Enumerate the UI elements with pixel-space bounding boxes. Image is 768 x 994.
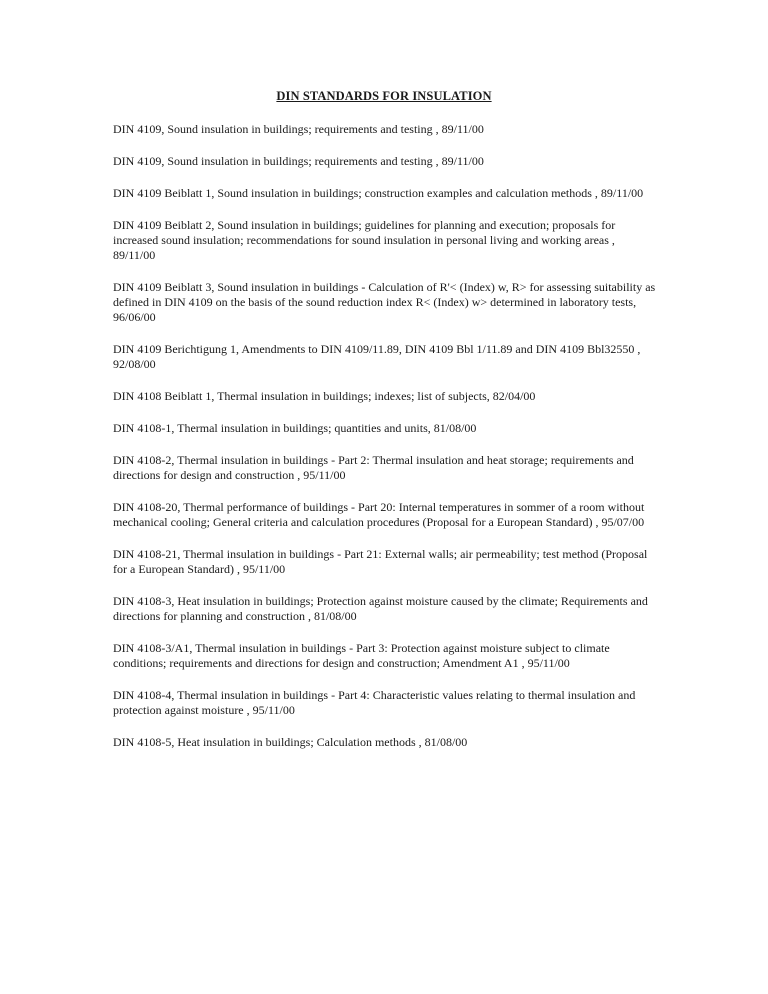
standard-entry: DIN 4109, Sound insulation in buildings; requirements and testing , 89/11/00 [113,154,484,168]
document-title: DIN STANDARDS FOR INSULATION [276,89,492,103]
standard-entry: DIN 4108 Beiblatt 1, Thermal insulation in buildings; indexes; list of subjects, 82/04/00 [113,389,536,403]
standards-list [113,122,658,767]
standard-entry: DIN 4109 Berichtigung 1, Amendments to DIN 4109/11.89, DIN 4109 Bbl 1/11.89 and DIN 4109 Bbl32550 , 92/08/00 [113,342,641,371]
standard-entry: DIN 4108-3/A1, Thermal insulation in buildings - Part 3: Protection against moisture subject to climate conditions; requirements and directions for design and construction; Amendment A1 , 95/11/00 [113,641,610,670]
standard-entry: DIN 4109 Beiblatt 2, Sound insulation in buildings; guidelines for planning and execution; proposals for increased sound insulation; recommendations for sound insulation in personal living and working areas , 89/11/00 [113,218,616,262]
standard-entry: DIN 4108-5, Heat insulation in buildings; Calculation methods , 81/08/00 [113,735,468,749]
standard-entry: DIN 4108-2, Thermal insulation in buildings - Part 2: Thermal insulation and heat storage; requirements and directions for design and construction , 95/11/00 [113,453,634,482]
standard-entry: DIN 4108-21, Thermal insulation in buildings - Part 21: External walls; air permeability; test method (Proposal for a European Standard) , 95/11/00 [113,547,648,576]
standard-entry: DIN 4108-3, Heat insulation in buildings; Protection against moisture caused by the climate; Requirements and directions for planning and construction , 81/08/00 [113,594,648,623]
standard-entry: DIN 4108-1, Thermal insulation in buildings; quantities and units, 81/08/00 [113,421,477,435]
standard-entry: DIN 4108-4, Thermal insulation in buildings - Part 4: Characteristic values relating to thermal insulation and protection against moisture , 95/11/00 [113,688,636,717]
standard-entry: DIN 4109 Beiblatt 3, Sound insulation in buildings - Calculation of R'< (Index) w, R> for assessing suitability as defined in DIN 4109 on the basis of the sound reduction index R< (Index) w> determined in laboratory tests, 96/06/00 [113,280,656,324]
standard-entry: DIN 4109, Sound insulation in buildings; requirements and testing , 89/11/00 [113,122,484,136]
standard-entry: DIN 4108-20, Thermal performance of buildings - Part 20: Internal temperatures in sommer of a room without mechanical cooling; General criteria and calculation procedures (Proposal for a European Standard) , 95/07/00 [113,500,645,529]
standard-entry: DIN 4109 Beiblatt 1, Sound insulation in buildings; construction examples and calculation methods , 89/11/00 [113,186,644,200]
